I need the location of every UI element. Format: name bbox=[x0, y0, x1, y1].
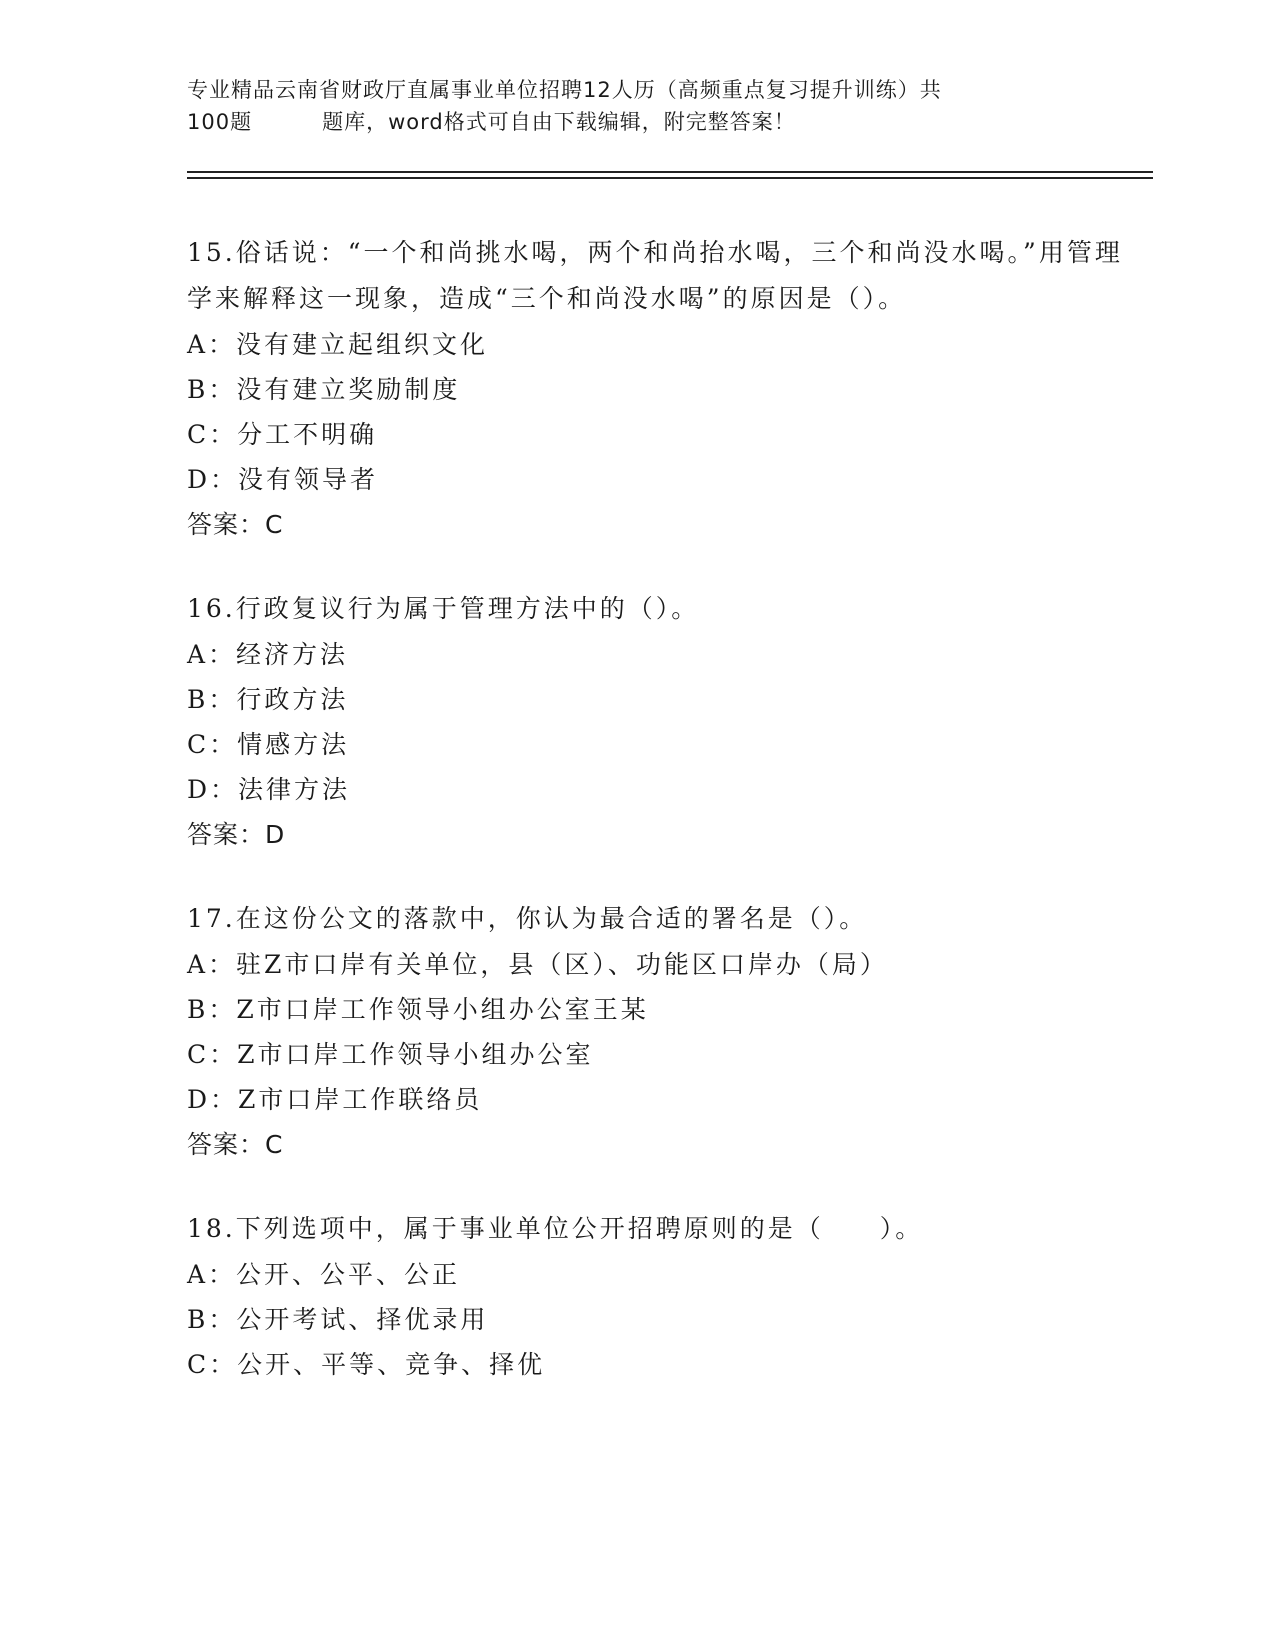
option-b: B：Z市口岸工作领导小组办公室王某 bbox=[187, 995, 649, 1024]
question-text: 17.在这份公文的落款中，你认为最合适的署名是（）。 bbox=[187, 904, 868, 933]
question-15 bbox=[187, 230, 1147, 548]
option-b: B：没有建立奖励制度 bbox=[187, 375, 461, 404]
option-c: C：Z市口岸工作领导小组办公室 bbox=[187, 1040, 594, 1069]
question-17 bbox=[187, 896, 1147, 1168]
question-text: 15.俗话说：“一个和尚挑水喝，两个和尚抬水喝，三个和尚没水喝。”用管理学来解释这一现象，造成“三个和尚没水喝”的原因是（）。 bbox=[187, 238, 1123, 313]
header-rule-top bbox=[187, 171, 1153, 173]
option-c: C：分工不明确 bbox=[187, 420, 378, 449]
question-16 bbox=[187, 586, 1147, 858]
option-c: C：情感方法 bbox=[187, 730, 350, 759]
option-a: A：经济方法 bbox=[187, 640, 349, 669]
header-description: 题库，word格式可自由下载编辑，附完整答案！ bbox=[322, 110, 796, 134]
option-d: D：法律方法 bbox=[187, 775, 351, 804]
header-rule-bottom bbox=[187, 177, 1153, 179]
question-18 bbox=[187, 1206, 1147, 1387]
option-b: B：行政方法 bbox=[187, 685, 349, 714]
document-header bbox=[187, 74, 1087, 138]
header-question-count: 100题 bbox=[187, 110, 253, 134]
answer: 答案：C bbox=[187, 510, 284, 539]
option-b: B：公开考试、择优录用 bbox=[187, 1305, 489, 1334]
option-c: C：公开、平等、竞争、择优 bbox=[187, 1350, 546, 1379]
option-a: A：驻Z市口岸有关单位，县（区）、功能区口岸办（局） bbox=[187, 950, 888, 979]
header-title-line-1: 专业精品云南省财政厅直属事业单位招聘12人历（高频重点复习提升训练）共 bbox=[187, 78, 942, 102]
option-a: A：公开、公平、公正 bbox=[187, 1260, 461, 1289]
header-title-line-2 bbox=[187, 106, 1087, 138]
option-d: D：没有领导者 bbox=[187, 465, 379, 494]
option-d: D：Z市口岸工作联络员 bbox=[187, 1085, 483, 1114]
answer: 答案：D bbox=[187, 820, 286, 849]
option-a: A：没有建立起组织文化 bbox=[187, 330, 489, 359]
question-text: 18.下列选项中，属于事业单位公开招聘原则的是（ ）。 bbox=[187, 1214, 924, 1243]
question-list bbox=[187, 230, 1147, 1425]
answer: 答案：C bbox=[187, 1130, 284, 1159]
question-text: 16.行政复议行为属于管理方法中的（）。 bbox=[187, 594, 700, 623]
